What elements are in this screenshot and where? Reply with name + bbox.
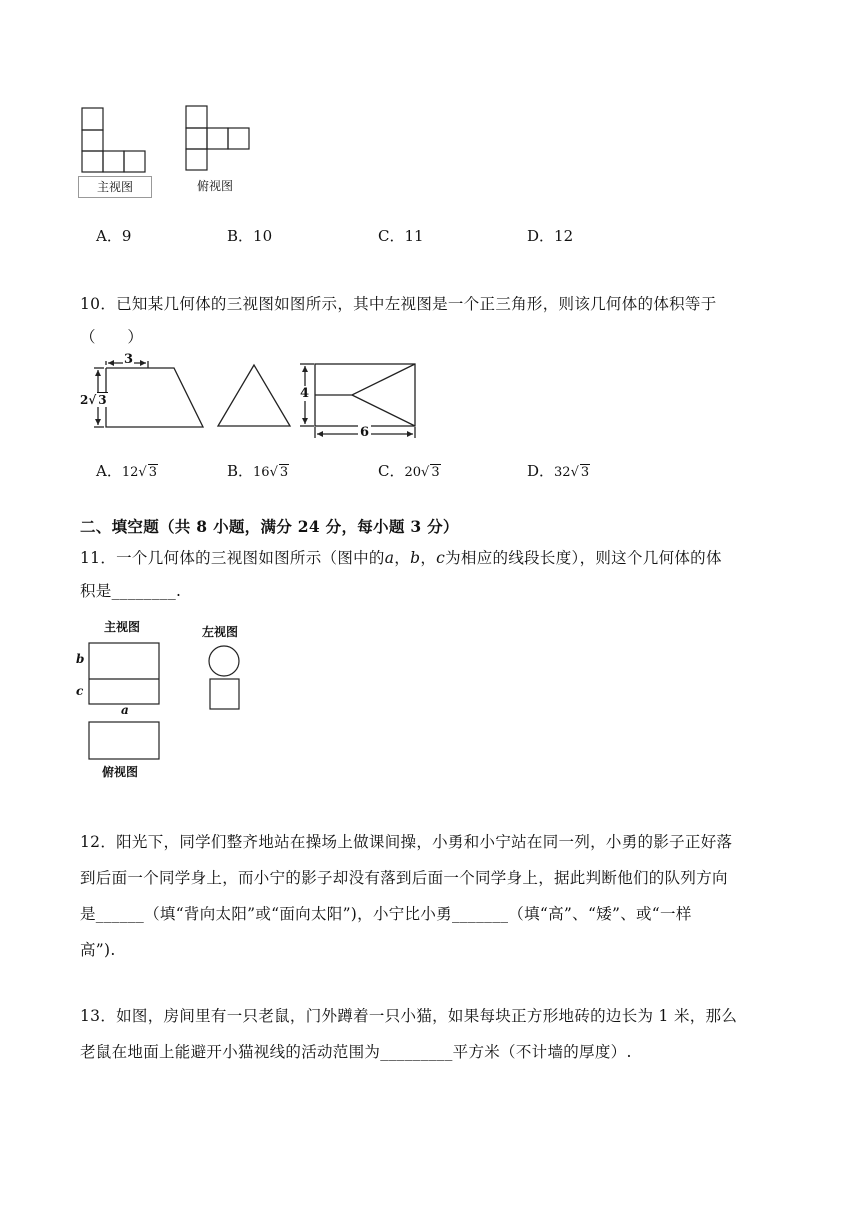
q10-option-a-rad: 3 [148,465,157,480]
q10-stem-line1: 10．已知某几何体的三视图如图所示，其中左视图是一个正三角形，则该几何体的体积等于 [80,295,717,313]
q12-stem-line3: 是______（填“背向太阳”或“面向太阳”)，小宁比小勇_______（填“高”、“矮”、或“一样 [80,905,692,923]
q12-stem-line2: 到后面一个同学身上，而小宁的影子却没有落到后面一个同学身上，据此判断他们的队列方向 [80,869,728,887]
q11-label-b: b [76,652,85,666]
q10-option-a-prefix: A． [96,462,122,480]
q11-stem-part2: 为相应的线段长度），则这个几何体的体 [445,549,722,567]
q9-option-a: A．9 [96,227,132,245]
q11-main-view-label: 主视图 [104,620,141,634]
q11-top-view-label: 俯视图 [102,765,139,779]
q11-var-b: b [410,549,421,567]
q9-figure [78,104,268,200]
q10-option-d [527,461,590,483]
q10-height-coef: 2 [80,393,89,407]
q11-label-c: c [76,684,84,698]
section2-heading: 二、填空题（共 8 小题，满分 24 分，每小题 3 分） [80,517,459,536]
q10-option-b [227,461,289,483]
q10-right-height-label: 4 [300,386,310,401]
q10-option-c-rad: 3 [431,465,440,480]
q10-right-width-label: 6 [360,425,370,440]
q10-option-b-coef: 16 [253,465,270,480]
q9-top-view-drawing [182,104,262,174]
q12-stem-line4: 高”). [80,941,116,959]
q10-option-c [378,461,441,483]
q9-top-view-label: 俯视图 [197,179,234,193]
q10-height-rad: 3 [98,393,107,407]
q10-height-label [80,393,108,407]
q9-main-view-drawing [78,104,158,174]
q10-left-view-triangle [214,358,294,438]
q10-figure [78,352,438,442]
q9-option-b: B．10 [227,227,273,245]
q10-option-c-sqrt: √ 3 [421,465,440,480]
q11-left-view-label: 左视图 [202,625,239,639]
q10-option-d-rad: 3 [580,465,590,480]
q11-sep1: ， [394,549,411,567]
q11-label-a: a [121,703,129,717]
q10-stem-line2: （ ） [80,328,144,346]
q9-main-view-label: 主视图 [78,176,152,198]
q11-var-a: a [384,549,395,567]
q9-option-d: D．12 [527,227,574,245]
q10-option-c-coef: 20 [404,465,422,480]
q11-sep2: ， [420,549,437,567]
q11-stem-line1 [80,548,722,568]
q10-option-b-rad: 3 [279,465,289,480]
q10-option-a-sqrt: √ 3 [138,465,157,480]
q10-option-a-coef: 12 [121,465,139,480]
q10-option-c-prefix: C． [378,462,405,480]
q10-option-d-coef: 32 [554,465,571,480]
q10-option-a [96,461,158,483]
q10-option-d-sqrt: √ 3 [570,465,590,480]
q10-top-length-label: 3 [124,352,134,367]
q11-stem-part1: 11．一个几何体的三视图如图所示（图中的 [80,549,385,567]
q11-var-c: c [436,549,446,567]
q11-views-drawing [74,618,274,778]
q12-stem-line1: 12．阳光下，同学们整齐地站在操场上做课间操，小勇和小宁站在同一列，小勇的影子正好落 [80,833,733,851]
q11-figure [74,618,274,784]
q13-stem-line2: 老鼠在地面上能避开小猫视线的活动范围为_________平方米（不计墙的厚度）. [80,1043,632,1061]
q11-stem-line2: 积是________. [80,582,182,600]
q13-stem-line1: 13．如图，房间里有一只老鼠，门外蹲着一只小猫，如果每块正方形地砖的边长为 1 米，那么 [80,1007,738,1025]
q10-option-b-sqrt: √ 3 [269,465,289,480]
q9-option-c: C．11 [378,227,424,245]
q10-option-d-prefix: D． [527,462,555,480]
q10-option-b-prefix: B． [227,462,254,480]
q10-height-sqrt: √ 3 [88,393,107,407]
